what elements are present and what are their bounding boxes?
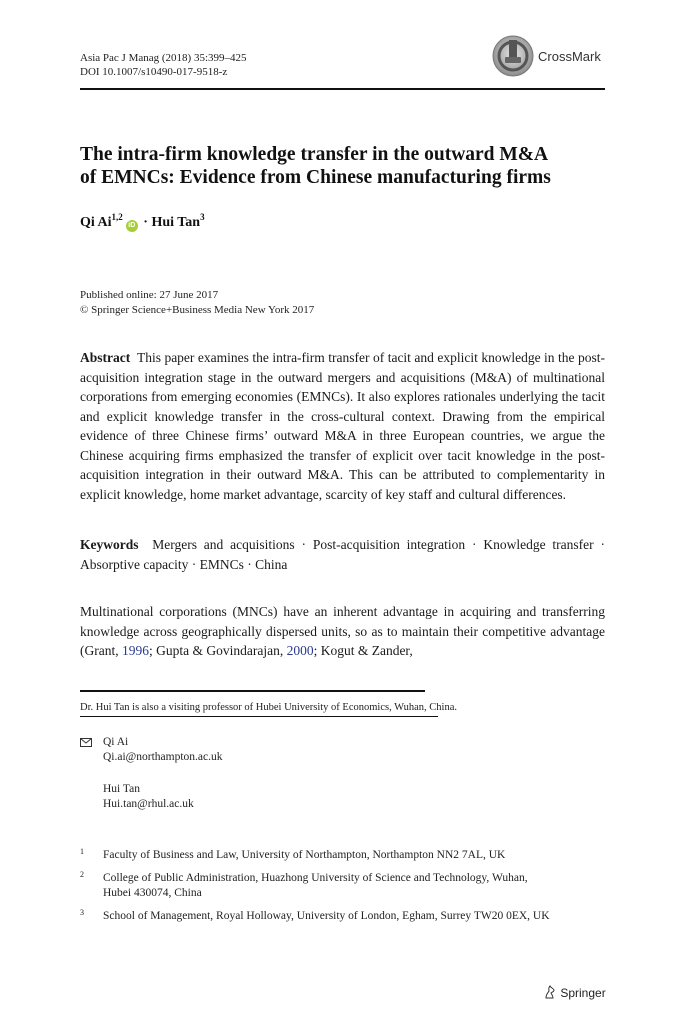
contact-2-name: Hui Tan — [103, 783, 140, 795]
intro-text-3: ; Kogut & Zander, — [313, 643, 413, 658]
footnote-rule — [80, 690, 425, 692]
crossmark-badge[interactable] — [492, 35, 612, 77]
affiliation-2-number: 2 — [80, 870, 84, 879]
author-separator: · — [143, 215, 148, 230]
publisher-logo — [543, 985, 606, 1000]
affiliation-1-number: 1 — [80, 847, 84, 856]
orcid-icon[interactable]: iD — [126, 220, 138, 232]
author-2-name[interactable]: Hui Tan — [151, 215, 201, 230]
journal-citation: Asia Pac J Manag (2018) 35:399–425 — [80, 52, 247, 64]
abstract — [80, 348, 605, 504]
contact-1 — [103, 735, 223, 765]
keywords — [80, 535, 605, 574]
citation-link-1996[interactable]: 1996 — [121, 643, 149, 658]
crossmark-icon — [492, 35, 534, 77]
journal-header — [80, 51, 247, 79]
title-line-2: of EMNCs: Evidence from Chinese manufacturing firms — [80, 167, 551, 188]
intro-text-2: ; Gupta & Govindarajan, — [148, 643, 287, 658]
keywords-text: Mergers and acquisitions · Post-acquisition integration · Knowledge transfer · Absorptive capacity · EMNCs · China — [80, 537, 605, 572]
footnote-underline — [80, 716, 438, 717]
affiliation-2-text-line-1: College of Public Administration, Huazhong University of Science and Technology, Wuhan, — [103, 872, 528, 884]
abstract-label: Abstract — [80, 350, 131, 365]
header-rule — [80, 88, 605, 90]
footnote: Dr. Hui Tan is also a visiting professor of Hubei University of Economics, Wuhan, China. — [80, 702, 457, 713]
author-list — [80, 212, 205, 232]
publisher-name: Springer — [560, 986, 606, 1000]
abstract-text: This paper examines the intra-firm transfer of tacit and explicit knowledge in the post-acquisition integration stage in the outward mergers and acquisitions (M&A) of multinational corporations from emerging economies (EMNCs). It also explores rationales underlying the tacit and explicit knowledge transfer in the cross-cultural context. Drawing from the empirical evidence of three Chinese firms’ outward M&A in three European countries, we argue the Chinese acquiring firms emphasized the transfer of explicit over tacit knowledge in the post-acquisition integration in their outward M&A. This can be attributed to complementarity in explicit knowledge, home market advantage, scarcity of key staff and cultural differences. — [80, 350, 605, 502]
published-date: Published online: 27 June 2017 — [80, 289, 219, 301]
author-2-affiliation: 3 — [200, 212, 205, 222]
contact-2-email[interactable]: Hui.tan@rhul.ac.uk — [103, 798, 194, 810]
paper-title — [80, 143, 605, 189]
publication-info — [80, 288, 314, 318]
copyright: © Springer Science+Business Media New York 2017 — [80, 304, 315, 316]
intro-text-1: Multinational corporations (MNCs) have an inherent advantage in acquiring and transferring knowledge across geographically dispersed units, so as to maintain their competitive advantage (Grant, — [80, 604, 605, 658]
contact-1-email[interactable]: Qi.ai@northampton.ac.uk — [103, 751, 223, 763]
envelope-icon — [80, 738, 92, 747]
doi[interactable]: DOI 10.1007/s10490-017-9518-z — [80, 66, 228, 78]
crossmark-label: CrossMark — [538, 49, 601, 64]
contact-1-name: Qi Ai — [103, 736, 129, 748]
author-1-affiliation: 1,2 — [111, 212, 123, 222]
affiliation-3-text: School of Management, Royal Holloway, University of London, Egham, Surrey TW20 0EX, UK — [103, 910, 550, 922]
affiliation-3-number: 3 — [80, 908, 84, 917]
keywords-label: Keywords — [80, 537, 139, 552]
springer-horse-icon — [543, 985, 557, 999]
title-line-1: The intra-firm knowledge transfer in the outward M&A — [80, 144, 549, 165]
affiliation-2-text-line-2: Hubei 430074, China — [103, 887, 202, 899]
intro-paragraph — [80, 602, 605, 661]
contact-2 — [103, 782, 194, 812]
citation-link-2000[interactable]: 2000 — [286, 643, 314, 658]
author-1-name[interactable]: Qi Ai — [80, 215, 112, 230]
affiliation-1-text: Faculty of Business and Law, University of Northampton, Northampton NN2 7AL, UK — [103, 849, 506, 861]
